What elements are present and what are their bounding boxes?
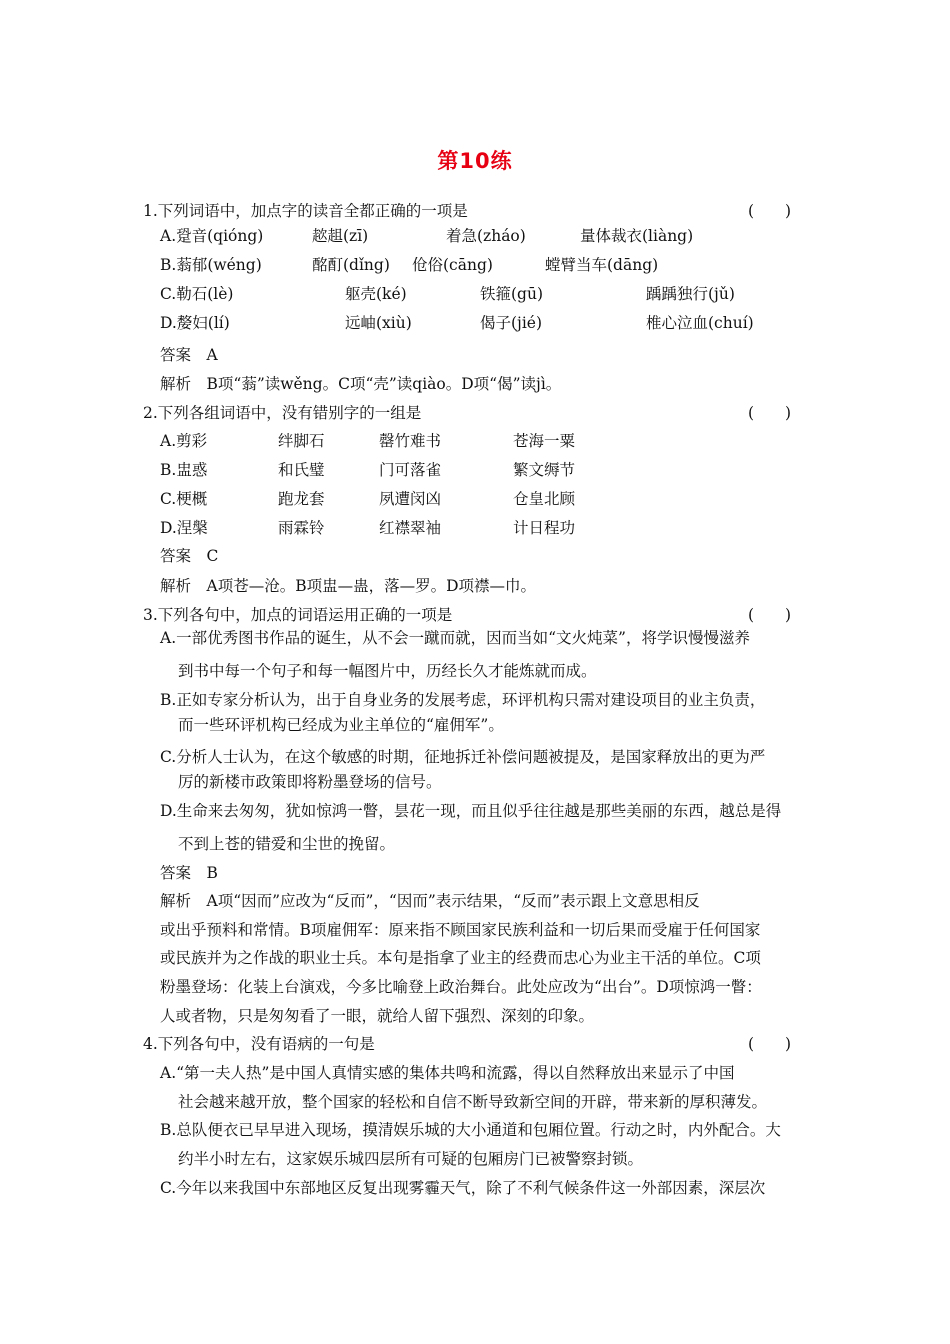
question-3-analysis-4: 粉墨登场：化装上台演戏，今多比喻登上政治舞台。此处应改为“出台”。D项惊鸿一瞥： [160,978,762,996]
q4-option-b: B.总队便衣已早早进入现场，摸清娱乐城的大小通道和包厢位置。行动之时，内外配合。大 [160,1121,781,1139]
q2-option-a-3: 罄竹难书 [379,432,442,450]
q1-option-b-1: B.蓊郁(wéng) [160,256,262,274]
q1-option-a-2: 趑趄(zī) [312,227,369,245]
question-2-answer-blank: ( ) [748,404,792,422]
q4-option-a-cont: 社会越来越开放，整个国家的轻松和自信不断导致新空间的开辟，带来新的厚积薄发。 [178,1093,768,1111]
q2-option-a-2: 绊脚石 [278,432,325,450]
question-3-analysis-3: 或民族并为之作战的职业士兵。本句是指拿了业主的经费而忠心为业主干活的单位。C项 [160,949,761,967]
q1-option-a-4: 量体裁衣(liàng) [580,227,694,245]
q3-option-d-cont: 不到上苍的错爱和尘世的挽留。 [178,835,396,853]
q3-option-b-cont: 而一些环评机构已经成为业主单位的“雇佣军”。 [178,716,504,734]
q1-option-c-3: 铁箍(gū) [480,285,543,303]
question-1-answer: 答案 A [160,346,218,364]
q2-option-b-1: B.盅惑 [160,461,208,479]
q1-option-c-2: 躯壳(ké) [345,285,407,303]
q4-option-b-cont: 约半小时左右，这家娱乐城四层所有可疑的包厢房门已被警察封锁。 [178,1150,644,1168]
q2-option-c-3: 夙遭闵凶 [379,490,442,508]
q2-option-d-4: 计日程功 [513,519,576,537]
q1-option-a-1: A.跫音(qióng) [160,227,264,245]
q1-option-b-2: 酩酊(dǐng) [312,256,390,274]
q3-option-d: D.生命来去匆匆，犹如惊鸿一瞥，昙花一现，而且似乎往往越是那些美丽的东西，越总是得 [160,802,782,820]
question-1-answer-blank: ( ) [748,202,792,220]
q1-option-c-1: C.勒石(lè) [160,285,234,303]
question-4-stem: 4.下列各句中，没有语病的一句是 [143,1035,375,1053]
q3-option-c: C.分析人士认为，在这个敏感的时期，征地拆迁补偿问题被提及，是国家释放出的更为严 [160,748,766,766]
question-2-stem: 2.下列各组词语中，没有错别字的一组是 [143,404,422,422]
question-3-answer: 答案 B [160,864,218,882]
q3-option-a: A.一部优秀图书作品的诞生，从不会一蹴而就，因而当如“文火炖菜”，将学识慢慢滋养 [160,629,750,647]
q1-option-d-2: 远岫(xiù) [345,314,412,332]
question-4-answer-blank: ( ) [748,1035,792,1053]
q4-option-a: A.“第一夫人热”是中国人真情实感的集体共鸣和流露，得以自然释放出来显示了中国 [160,1064,735,1082]
question-3-analysis-5: 人或者物，只是匆匆看了一眼，就给人留下强烈、深刻的印象。 [160,1007,595,1025]
q2-option-b-2: 和氏璧 [278,461,325,479]
q2-option-a-4: 苍海一粟 [513,432,576,450]
q3-option-c-cont: 厉的新楼市政策即将粉墨登场的信号。 [178,773,442,791]
question-3-analysis-2: 或出乎预料和常情。B项雇佣军：原来指不顾国家民族利益和一切后果而受雇于任何国家 [160,921,761,939]
question-3-stem: 3.下列各句中，加点的词语运用正确的一项是 [143,606,453,624]
question-2-analysis: 解析 A项苍—沧。B项盅—蛊，落—罗。D项襟—巾。 [160,577,537,595]
q1-option-d-1: D.嫠妇(lí) [160,314,230,332]
q2-option-b-3: 门可落雀 [379,461,442,479]
q2-option-a-1: A.剪彩 [160,432,208,450]
q1-option-b-4: 螳臂当车(dāng) [545,256,659,274]
question-3-analysis-1: 解析 A项“因而”应改为“反而”，“因而”表示结果，“反而”表示跟上文意思相反 [160,892,700,910]
q3-option-a-cont: 到书中每一个句子和每一幅图片中，历经长久才能炼就而成。 [178,662,597,680]
q3-option-b: B.正如专家分析认为，出于自身业务的发展考虑，环评机构只需对建设项目的业主负责， [160,691,766,709]
q2-option-c-2: 跑龙套 [278,490,325,508]
question-1-stem: 1.下列词语中，加点字的读音全都正确的一项是 [143,202,468,220]
q1-option-d-4: 椎心泣血(chuí) [646,314,754,332]
q1-option-c-4: 踽踽独行(jǔ) [646,285,735,303]
q2-option-c-4: 仓皇北顾 [513,490,576,508]
q1-option-b-3: 伧俗(cāng) [412,256,493,274]
question-2-answer: 答案 C [160,547,219,565]
q2-option-d-2: 雨霖铃 [278,519,325,537]
question-1-analysis: 解析 B项“蓊”读wěng。C项“壳”读qiào。D项“偈”读jì。 [160,375,562,393]
q1-option-a-3: 着急(zháo) [446,227,526,245]
q2-option-b-4: 繁文缛节 [513,461,576,479]
question-3-answer-blank: ( ) [748,606,792,624]
q2-option-d-1: D.涅槃 [160,519,208,537]
q4-option-c: C.今年以来我国中东部地区反复出现雾霾天气，除了不利气候条件这一外部因素，深层次 [160,1179,766,1197]
page-title: 第10练 [437,149,513,173]
q2-option-d-3: 红襟翠袖 [379,519,442,537]
q1-option-d-3: 偈子(jié) [480,314,543,332]
q2-option-c-1: C.梗概 [160,490,208,508]
